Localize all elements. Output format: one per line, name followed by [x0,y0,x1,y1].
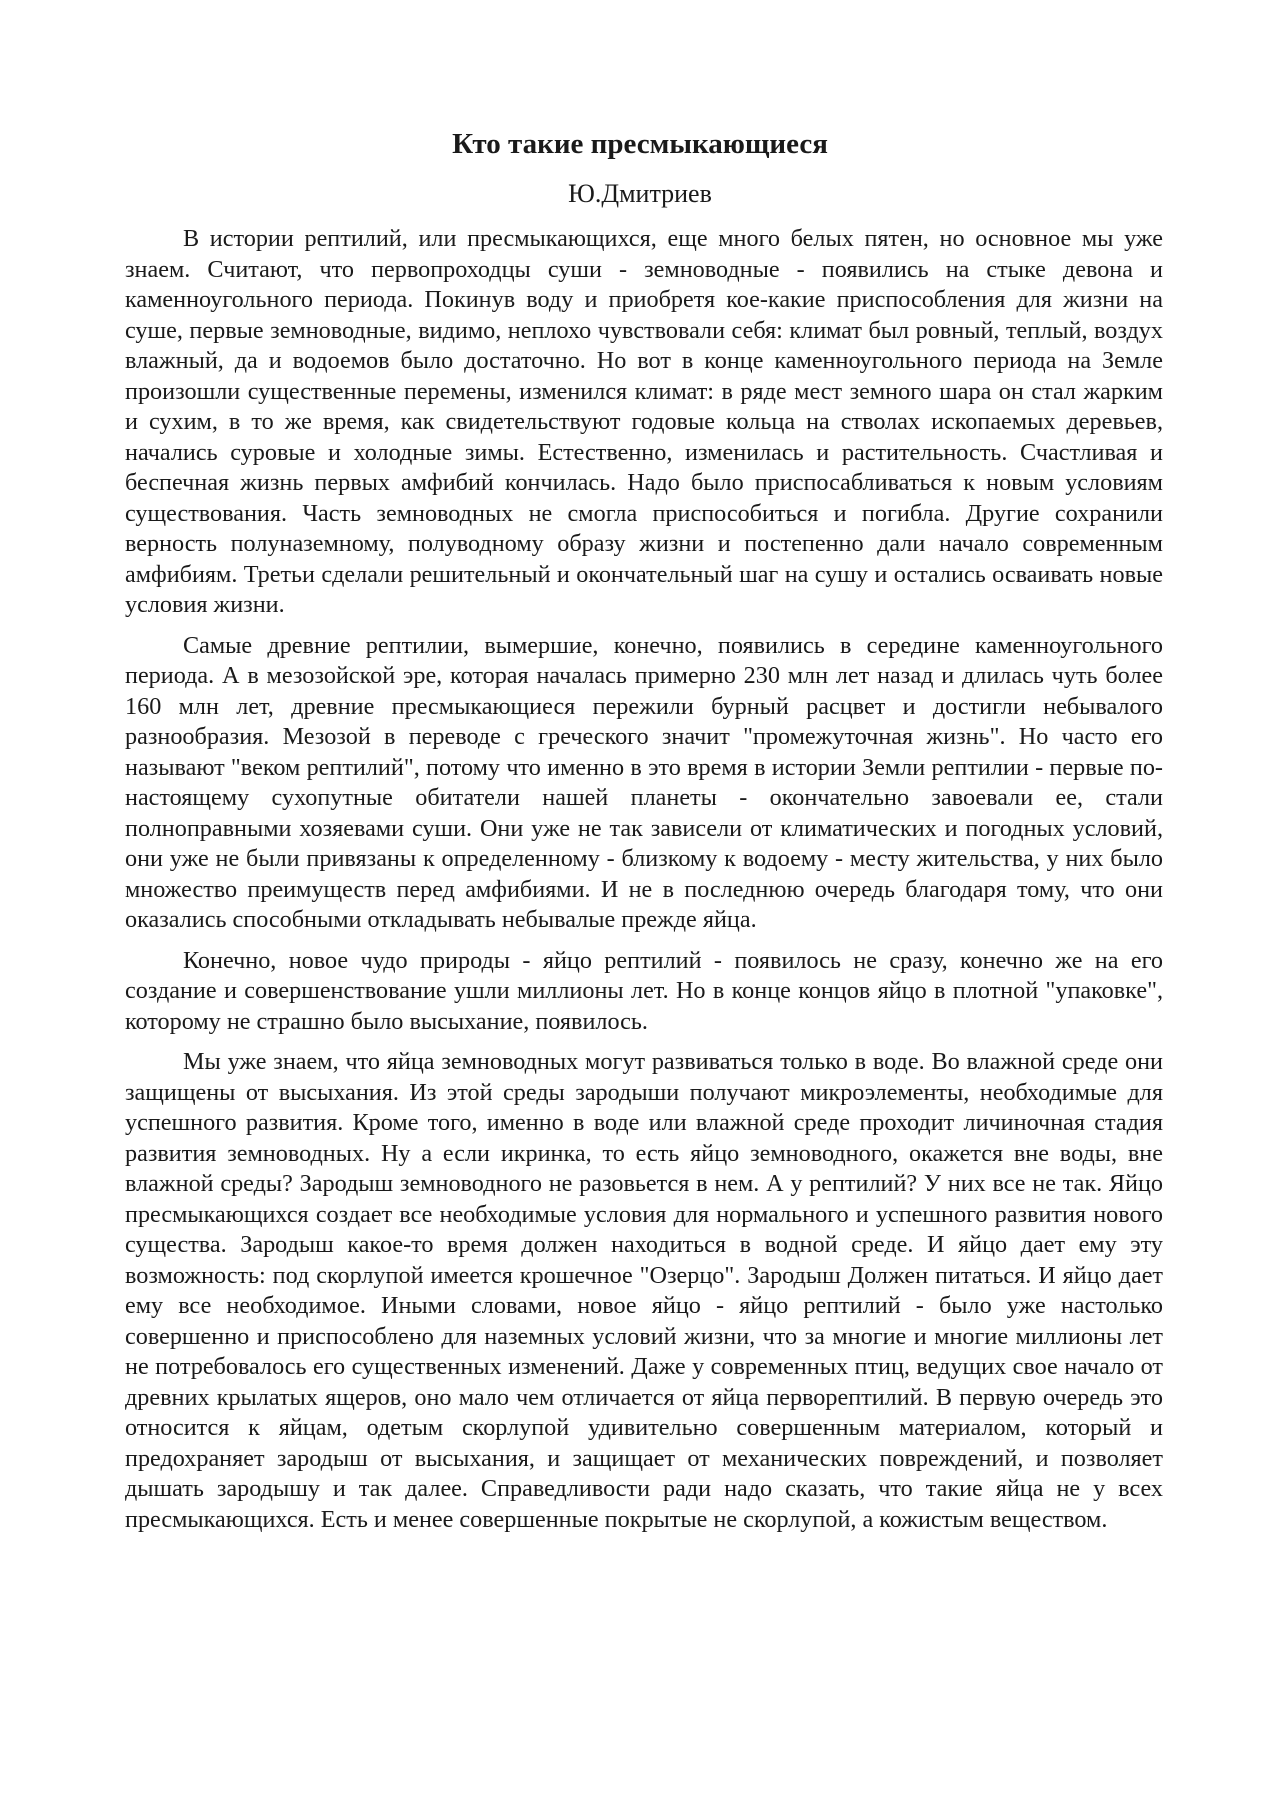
document-author: Ю.Дмитриев [568,179,712,208]
document-title: Кто такие пресмыкающиеся [452,128,828,160]
paragraph-4: Мы уже знаем, что яйца земноводных могут развиваться только в воде. Во влажной среде они защищены от высыхания. Из этой среды зародыши получают микроэлементы, необходимые для успешного развития. Кроме того, именно в воде или влажной среде проходит личиночная стадия развития земноводных. Ну а если икринка, то есть яйцо земноводного, окажется вне воды, вне влажной среды? Зародыш земноводного не разовьется в нем. А у рептилий? У них все не так. Яйцо пресмыкающихся создает все необходимые условия для нормального и успешного развития нового существа. Зародыш какое-то время должен находиться в водной среде. И яйцо дает ему эту возможность: под скорлупой имеется крошечное "Озерцо". Зародыш Должен питаться. И яйцо дает ему все необходимое. Иными словами, новое яйцо - яйцо рептилий - было уже настолько совершенно и приспособлено для наземных условий жизни, что за многие и многие миллионы лет не потребовалось его существенных изменений. Даже у современных птиц, ведущих свое начало от древних крылатых ящеров, оно мало чем отличается от яйца перворептилий. В первую очередь это относится к яйцам, одетым скорлупой удивительно совершенным материалом, который и предохраняет зародыш от высыхания, и защищает от механических повреждений, и позволяет дышать зародышу и так далее. Справедливости ради надо сказать, что такие яйца не у всех пресмыкающихся. Есть и менее совершенные покрытые не скорлупой, а кожистым веществом. [125,1048,1163,1533]
paragraph-3: Конечно, новое чудо природы - яйцо рептилий - появилось не сразу, конечно же на его создание и совершенствование ушли миллионы лет. Но в конце концов яйцо в плотной "упаковке", которому не страшно было высыхание, появилось. [125,946,1163,1035]
paragraph-2: Самые древние рептилии, вымершие, конечно, появились в середине каменноугольного периода. А в мезозойской эре, которая началась примерно 230 млн лет назад и длилась чуть более 160 млн лет, древние пресмыкающиеся пережили бурный расцвет и достигли небывалого разнообразия. Мезозой в переводе с греческого значит "промежуточная жизнь". Но часто его называют "веком рептилий", потому что именно в это время в истории Земли рептилии - первые по-настоящему сухопутные обитатели нашей планеты - окончательно завоевали ее, стали полноправными хозяевами суши. Они уже не так зависели от климатических и погодных условий, они уже не были привязаны к определенному - близкому к водоему - месту жительства, у них было множество преимуществ перед амфибиями. И не в последнюю очередь благодаря тому, что они оказались способными откладывать небывалые прежде яйца. [125,631,1163,933]
paragraph-1: В истории рептилий, или пресмыкающихся, еще много белых пятен, но основное мы уже знаем. Считают, что первопроходцы суши - земноводные - появились на стыке девона и каменноугольного периода. Покинув воду и приобретя кое-какие приспособления для жизни на суше, первые земноводные, видимо, неплохо чувствовали себя: климат был ровный, теплый, воздух влажный, да и водоемов было достаточно. Но вот в конце каменноугольного периода на Земле произошли существенные перемены, изменился климат: в ряде мест земного шара он стал жарким и сухим, в то же время, как свидетельствуют годовые кольца на стволах ископаемых деревьев, начались суровые и холодные зимы. Естественно, изменилась и растительность. Счастливая и беспечная жизнь первых амфибий кончилась. Надо было приспосабливаться к новым условиям существования. Часть земноводных не смогла приспособиться и погибла. Другие сохранили верность полуназемному, полуводному образу жизни и постепенно дали начало современным амфибиям. Третьи сделали решительный и окончательный шаг на сушу и остались осваивать новые условия жизни. [125,225,1163,618]
document-body [125,224,1163,1545]
